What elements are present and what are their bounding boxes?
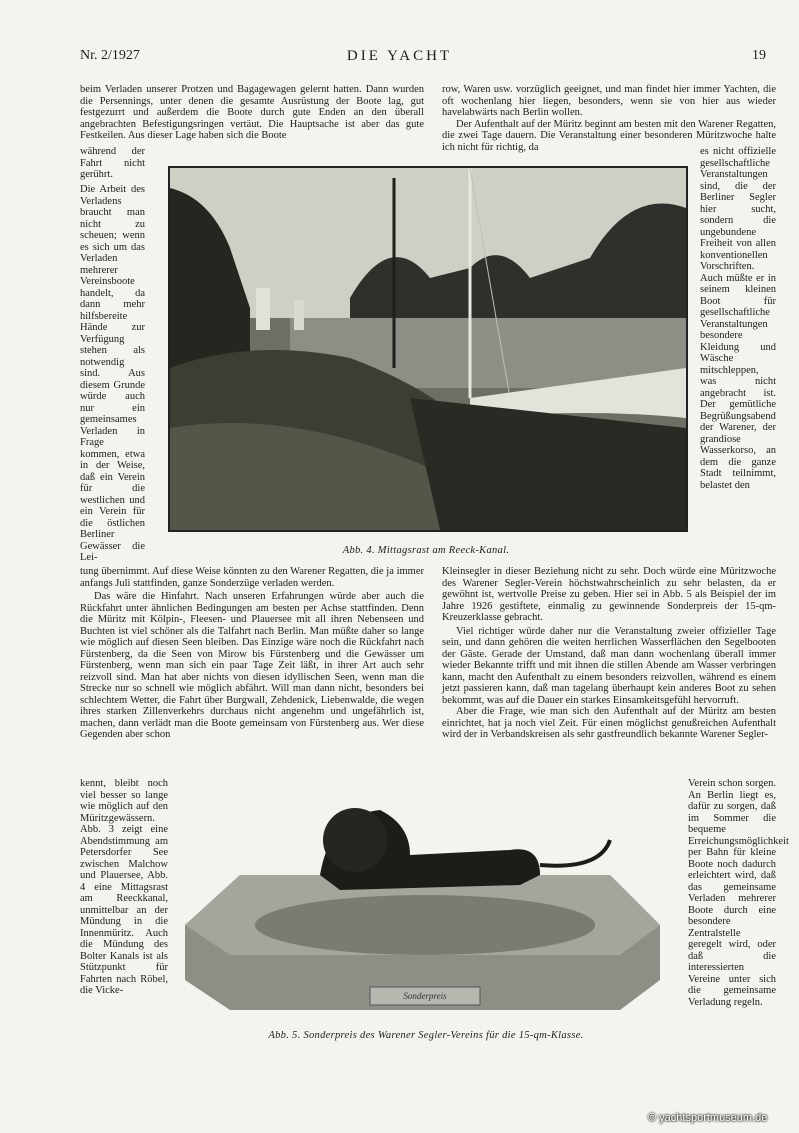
abb5-caption: Abb. 5. Sonderpreis des Warener Segler-Vereins für die 15-qm-Klasse. — [268, 1030, 584, 1041]
col1-top-text: beim Verladen unserer Protzen und Bagagewagen gelernt hatten. Dann wurden die Persennings, unter denen die gesamte Ausrüstung der Boote lag, gut festgezurrt und außerdem die Boote durch gute Enden an den überall angebrachten Befestigungsringen vertäut. Die Hauptsache ist aber das gute Festkeilen. Aus dieser Lage haben sich die Boote — [80, 84, 424, 141]
col1-narrow-b: Die Arbeit des Verladens braucht man nicht zu scheuen; wenn es sich um das Verladen mehrerer Vereinsboote handelt, da dann mehr hilfsbereite Hände zur Verfügung stehen als notwendig sind. Aus diesem Grunde würde auch nur ein gemeinsames Verladen in Frage kommen, etwa in der Weise, daß ein Verein für die westlichen und ein Verein für die östlichen Berliner Gewässer die Lei- — [80, 184, 145, 563]
photo-mittagsrast-illustration — [170, 168, 686, 530]
col1-narrow-a: während der Fahrt nicht gerührt. — [80, 146, 145, 180]
col1-mid-text: tung übernimmt. Auf diese Weise könnten zu den Warener Regatten, die ja immer anfangs Juli stattfinden, ganze Sonderzüge verladen werden. Das wäre die Hinfahrt. Nach unseren Erfahrungen würde aber auch die Rückfahrt unter ähnlichen Bedingungen am besten per Achse stattfinden. Denn die Müritz mit Kölpin-, Fleesen- und Plauersee mit all ihren Nebenseen und Buchten ist viel schöner als die Talfahrt nach Berlin. Man müßte daher so lange wie möglich auf diesen Seen bleiben. Das Einzige wäre noch die Rückfahrt nach Fürstenberg, da die Seen von Mirow bis Fürstenberg und die Gewässer um Fürstenberg, wenn man sich ein paar Tage Zeit läßt, in ihrer Art auch sehr reizvoll sind. Man hat aber nichts von diesen idyllischen Seen, wenn man die Strecke nur so schnell wie möglich abfährt. Will man dann nicht, besonders bei schlechtem Wetter, die Fahrt über Burgwall, Zehdenick, Liebenwalde, die wegen ihres starken Zillenverkehrs durchaus nicht angenehm und ungefährlich ist, machen, dann verlädt man die Boote gemeinsam von Fürstenberg aus. Wer diese Gegenden aber schon — [80, 566, 424, 740]
journal-title: DIE YACHT — [346, 48, 453, 64]
col1-narrow-c: kennt, bleibt noch viel besser so lange wie möglich auf den Müritzgewässern. Abb. 3 zeigt eine Abendstimmung am Petersdorfer See zwischen Malchow und Plauersee, Abb. 4 eine Mittagsrast am Reeckkanal, unmittelbar an der Mündung in die Innenmüritz. Auch die Mündung des Bolter Kanals ist als Stützpunkt für Fahrten nach Röbel, die Vicke- — [80, 778, 168, 996]
issue-number: Nr. 2/1927 — [80, 48, 140, 63]
page-number: 19 — [752, 48, 766, 63]
photo-mittagsrast — [168, 166, 688, 532]
abb4-caption: Abb. 4. Mittagsrast am Reeck-Kanal. — [342, 545, 510, 556]
col2-top-text: row, Waren usw. vorzüglich geeignet, und man findet hier immer Yachten, die oft wochenlang hier liegen, besonders, wenn sie von hier aus wieder havelabwärts nach Berlin wollen. Der Aufenthalt auf der Müritz beginnt am besten mit den Warener Regatten, die zwei Tage dauern. Die Veranstaltung einer besonderen Müritzwoche halte ich nicht für richtig, da — [442, 84, 776, 153]
col2-narrow-a: es nicht offizielle gesellschaftliche Veranstaltungen sind, die der Berliner Segler hier sucht, sondern die ungebundene Freiheit von allen konventionellen Vorschriften. Auch müßte er in seinem kleinen Boot für gesellschaftliche Veranstaltungen besondere Kleidung und Wäsche mitschleppen, was nicht angebracht ist. Der gemütliche Begrüßungsabend der Warener, der grandiose Wasserkorso, an dem die ganze Stadt teilnimmt, belastet den — [700, 146, 776, 491]
photo-sonderpreis — [180, 795, 670, 1020]
col2-mid-text: Kleinsegler in dieser Beziehung nicht zu sehr. Doch würde eine Müritzwoche des Warener Segler-Verein höchstwahrscheinlich zu sehr belasten, da er gewöhnt ist, wertvolle Preise zu geben. Hier sei in Abb. 5 als Beispiel der im Jahre 1926 gestiftete, einmalig zu gewinnende Sonderpreis der 15-qm-Kreuzerklasse gebracht. Viel richtiger würde daher nur die Veranstaltung zweier offizieller Tage sein, und dann gehören die weiten herrlichen Wasserflächen den Segelbooten der Gäste. Gerade der Umstand, daß man dann wochenlang überall immer wieder Bekannte trifft und mit ihnen die stillen Abende am Wasser verbringen kann, macht den Aufenthalt zu einem besonders reizvollen, während es einem jetzt passieren kann, daß man tagelang überhaupt kein anderes Boot zu sehen bekommt, was auf die Dauer ein starkes Einsamkeitsgefühl hervorruft. Aber die Frage, wie man sich den Aufenthalt auf der Müritz am besten einrichtet, hat ja noch viel Zeit. Für einen möglichst genußreichen Aufenthalt wird der in Verbandskreisen als sehr gastfreundlich bekannte Warener Segler- — [442, 566, 776, 740]
watermark: © yachtsportmuseum.de — [648, 1112, 768, 1124]
col2-narrow-b: Verein schon sorgen. An Berlin liegt es, dafür zu sorgen, daß im Sommer die bequeme Erreichungsmöglichkeit per Bahn für kleine Boote noch dadurch erleichtert wird, daß das gemeinsame Verladen mehrerer Boote durch eine besondere Zentralstelle geregelt wird, oder daß die interessierten Vereine unter sich die gemeinsame Verladung regeln. — [688, 778, 789, 1008]
trophy-plaque-text: Sonderpreis — [403, 991, 447, 1001]
